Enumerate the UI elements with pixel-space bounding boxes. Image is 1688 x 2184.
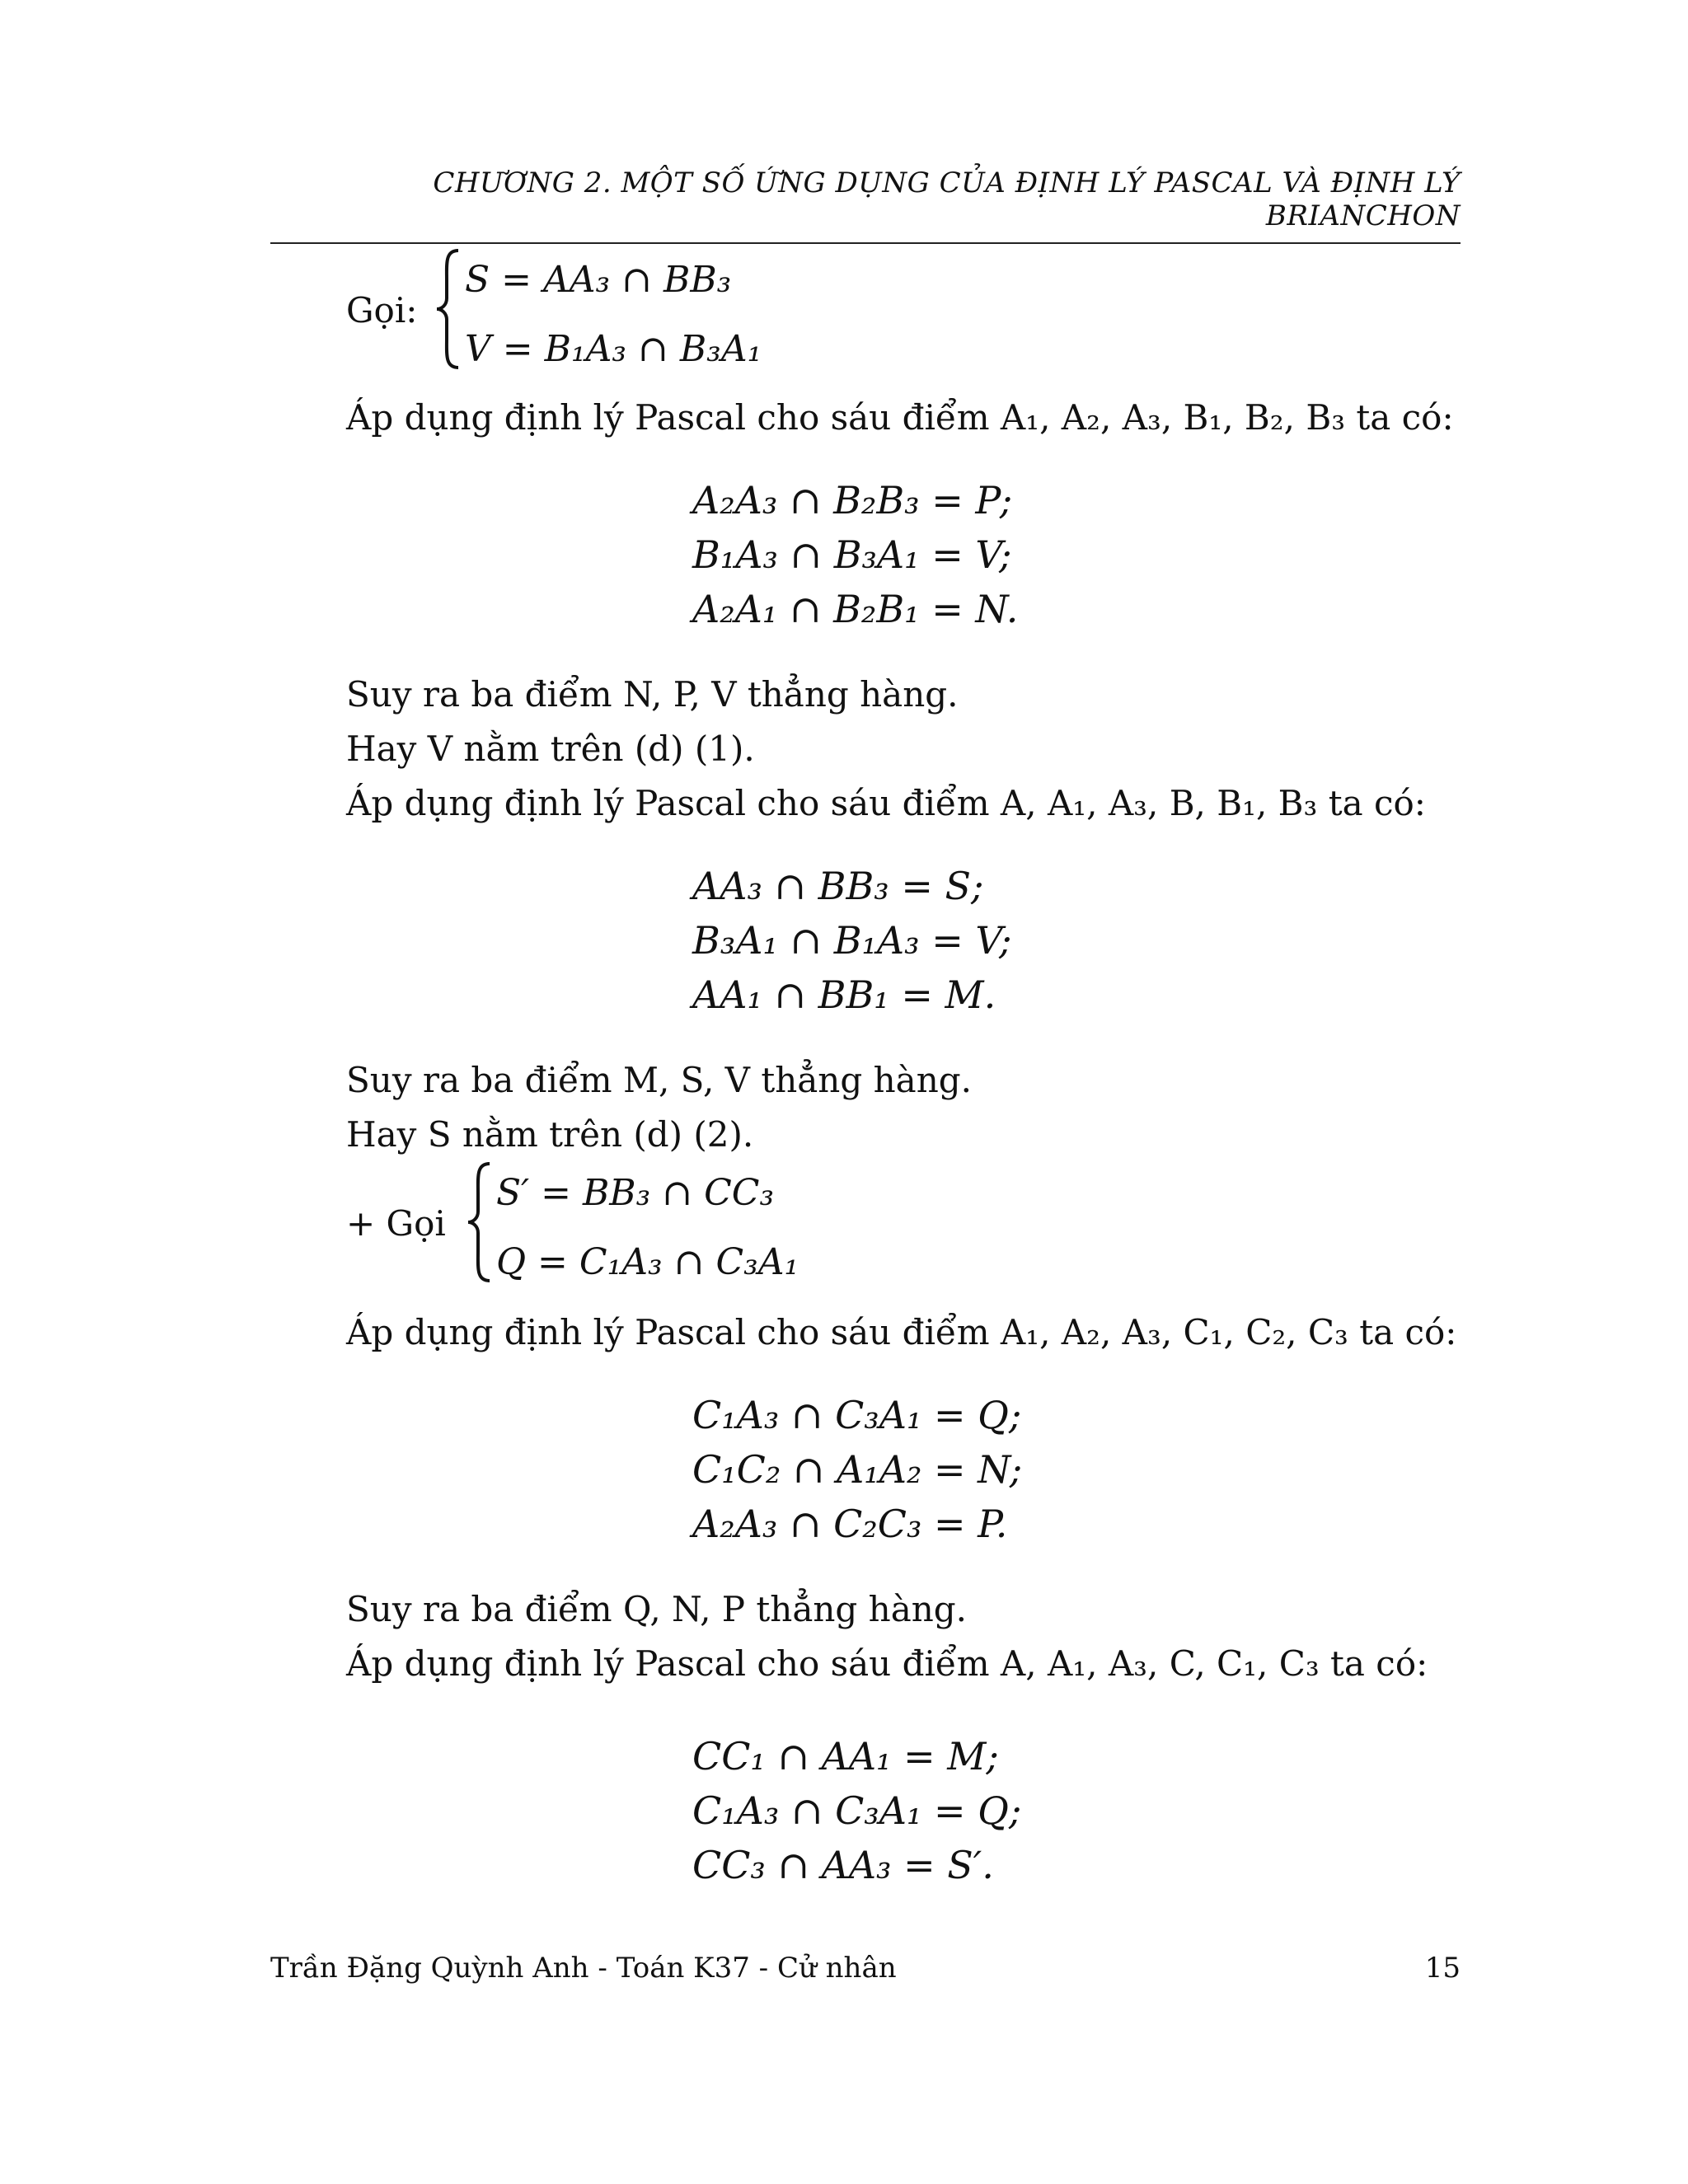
equation: C₁A₃ ∩ C₃A₁ = Q; (692, 1393, 1022, 1437)
equation: A₂A₁ ∩ B₂B₁ = N. (692, 587, 1019, 631)
equation: A₂A₃ ∩ C₂C₃ = P. (692, 1502, 1008, 1546)
paragraph: Hay S nằm trên (d) (2). (346, 1114, 754, 1155)
equation: B₃A₁ ∩ B₁A₃ = V; (692, 918, 1012, 963)
equation: C₁A₃ ∩ C₃A₁ = Q; (692, 1788, 1022, 1833)
definition-line: S′ = BB₃ ∩ CC₃ (496, 1172, 775, 1214)
left-brace-icon (463, 1160, 496, 1284)
paragraph: Áp dụng định lý Pascal cho sáu điểm A₁, A₂, A₃, B₁, B₂, B₃ ta có: (346, 397, 1454, 438)
equation: AA₃ ∩ BB₃ = S; (692, 864, 984, 908)
definition-line: V = B₁A₃ ∩ B₃A₁ (465, 328, 762, 370)
paragraph: Áp dụng định lý Pascal cho sáu điểm A₁, A₂, A₃, C₁, C₂, C₃ ta có: (346, 1312, 1457, 1352)
paragraph: Suy ra ba điểm Q, N, P thẳng hàng. (346, 1589, 968, 1629)
paragraph: Áp dụng định lý Pascal cho sáu điểm A, A₁, A₃, C, C₁, C₃ ta có: (346, 1643, 1428, 1684)
left-brace-icon (432, 247, 465, 371)
footer-author: Trần Đặng Quỳnh Anh - Toán K37 - Cử nhân (270, 1952, 897, 1985)
block-label: Gọi: (346, 290, 418, 330)
page-number: 15 (1424, 1952, 1461, 1985)
definition-line: Q = C₁A₃ ∩ C₃A₁ (496, 1241, 799, 1283)
equation: CC₁ ∩ AA₁ = M; (692, 1734, 999, 1779)
paragraph: Áp dụng định lý Pascal cho sáu điểm A, A₁, A₃, B, B₁, B₃ ta có: (346, 783, 1426, 823)
paragraph: Hay V nằm trên (d) (1). (346, 729, 755, 769)
definition-line: S = AA₃ ∩ BB₃ (465, 259, 732, 301)
equation: A₂A₃ ∩ B₂B₃ = P; (692, 478, 1013, 523)
equation: AA₁ ∩ BB₁ = M. (692, 972, 996, 1017)
paragraph: Suy ra ba điểm N, P, V thẳng hàng. (346, 674, 959, 715)
page-header: CHƯƠNG 2. MỘT SỐ ỨNG DỤNG CỦA ĐỊNH LÝ PASCAL VÀ ĐỊNH LÝ BRIANCHON (270, 166, 1461, 244)
equation: CC₃ ∩ AA₃ = S′. (692, 1843, 994, 1887)
paragraph: Suy ra ba điểm M, S, V thẳng hàng. (346, 1060, 972, 1100)
equation: B₁A₃ ∩ B₃A₁ = V; (692, 532, 1012, 577)
block-label: + Gọi (346, 1203, 446, 1244)
equation: C₁C₂ ∩ A₁A₂ = N; (692, 1447, 1023, 1492)
